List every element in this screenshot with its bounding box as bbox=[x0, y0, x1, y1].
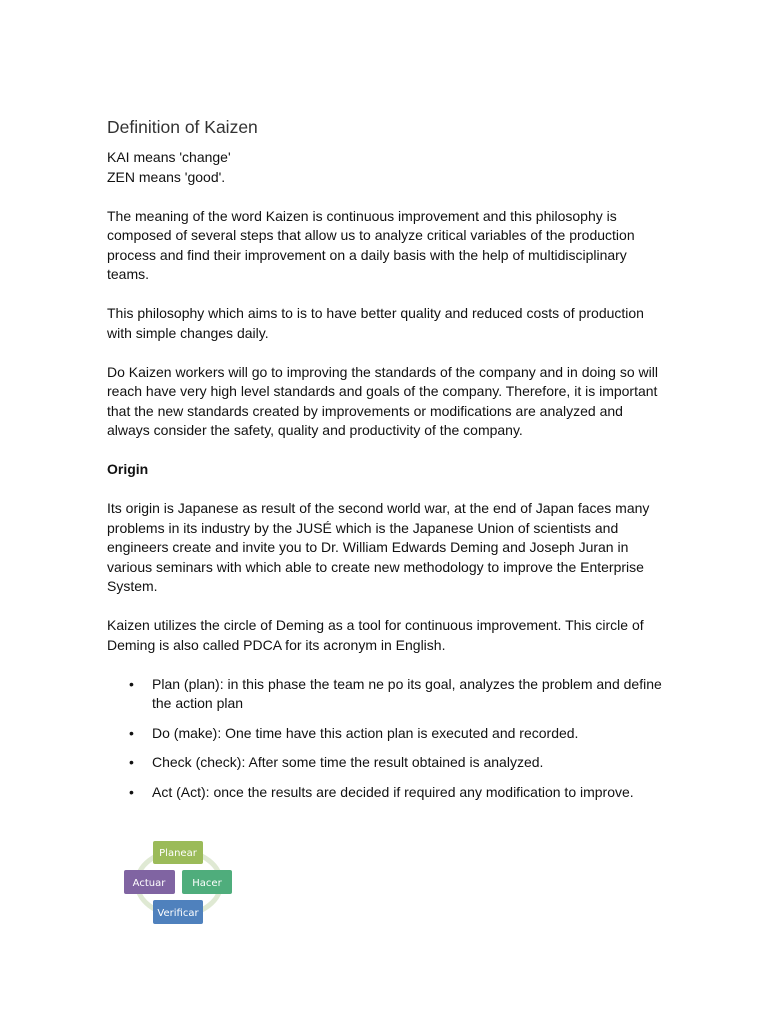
intro-line-kai: KAI means 'change' bbox=[107, 149, 231, 165]
bullet-icon: • bbox=[129, 675, 134, 692]
bullet-icon: • bbox=[129, 754, 134, 770]
paragraph-origin: Its origin is Japanese as result of the second world war, at the end of Japan faces many problems in its industry by the JUSÉ which is the Japanese Union of scientists and engineers create and invite you to Dr. William Edwards Deming and Joseph Juran in various seminars with which able to create new methodology to improve the Enterprise System. bbox=[107, 500, 650, 594]
intro-line-zen: ZEN means 'good'. bbox=[107, 168, 226, 185]
bullet-icon: • bbox=[129, 783, 134, 800]
pdca-box-hacer-label: Hacer bbox=[192, 878, 222, 889]
paragraph-workers: Do Kaizen workers will go to improving the standards of the company and in doing so will reach have very high level standards and goals of the company. Therefore, it is important that the new standards created by improvements or modifications are analyzed and always consider the safety, quality and productivity of the company. bbox=[107, 363, 658, 438]
pdca-cycle-diagram bbox=[119, 835, 239, 930]
bullet-text-act: Act (Act): once the results are decided if required any modification to improve. bbox=[152, 783, 634, 800]
pdca-box-planear-label: Planear bbox=[159, 848, 197, 859]
list-item bbox=[129, 675, 667, 714]
origin-heading: Origin bbox=[107, 461, 149, 477]
paragraph-meaning: The meaning of the word Kaizen is continuous improvement and this philosophy is composed of several steps that allow us to analyze critical variables of the production process and find their improvement on a daily basis with the help of multidisciplinary teams. bbox=[107, 207, 635, 282]
bullet-text-plan: Plan (plan): in this phase the team ne po its goal, analyzes the problem and define the action plan bbox=[152, 675, 662, 711]
document-page bbox=[107, 116, 667, 812]
bullet-icon: • bbox=[129, 724, 134, 741]
pdca-bullet-list bbox=[107, 675, 667, 803]
intro-paragraph bbox=[107, 148, 667, 187]
list-item bbox=[129, 724, 667, 744]
pdca-box-verificar-label: Verificar bbox=[157, 908, 199, 919]
bullet-text-do: Do (make): One time have this action plan is executed and recorded. bbox=[152, 724, 579, 741]
pdca-box-verificar bbox=[153, 900, 203, 924]
bullet-text-check: Check (check): After some time the result obtained is analyzed. bbox=[152, 754, 544, 770]
paragraph-deming: Kaizen utilizes the circle of Deming as a tool for continuous improvement. This circle of Deming is also called PDCA for its acronym in English. bbox=[107, 617, 644, 653]
list-item bbox=[129, 753, 667, 773]
document-title: Definition of Kaizen bbox=[107, 117, 258, 137]
pdca-box-planear bbox=[153, 841, 203, 864]
list-item bbox=[129, 783, 667, 803]
pdca-box-hacer bbox=[182, 870, 232, 894]
pdca-cycle-svg bbox=[119, 835, 239, 930]
paragraph-philosophy: This philosophy which aims to is to have better quality and reduced costs of production with simple changes daily. bbox=[107, 305, 644, 341]
pdca-box-actuar bbox=[124, 870, 175, 894]
pdca-box-actuar-label: Actuar bbox=[132, 878, 166, 889]
